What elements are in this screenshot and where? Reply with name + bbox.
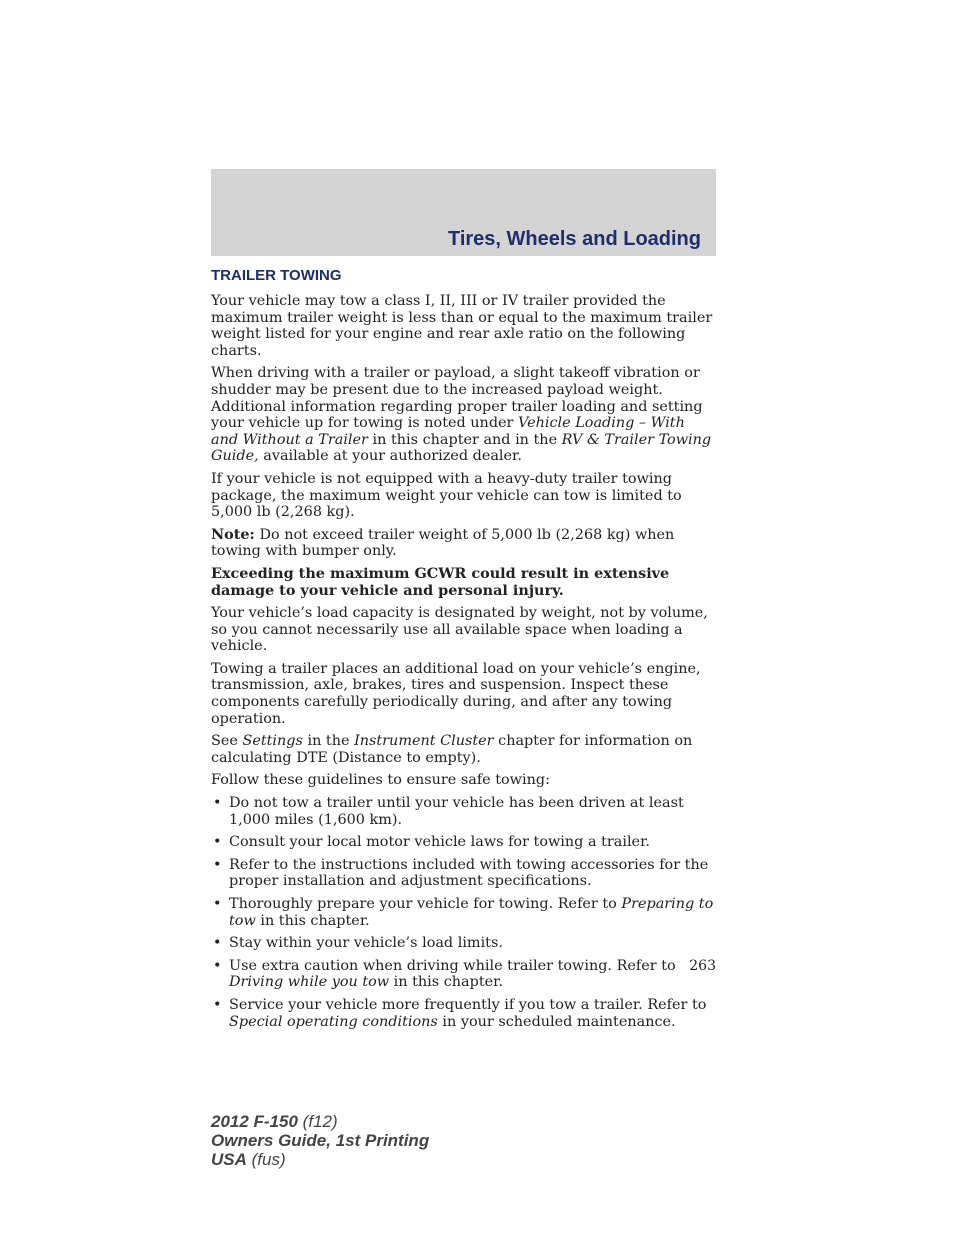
footer-model: 2012 F-150 (f12) xyxy=(211,1112,338,1131)
reference-driving-while-you-tow: Driving while you tow xyxy=(229,974,390,991)
section-heading: TRAILER TOWING xyxy=(211,267,342,284)
note-label: Note: xyxy=(211,525,255,543)
paragraph-settings: See Settings in the Instrument Cluster chapter for information on calculating DTE (Distance to empty). xyxy=(211,733,693,766)
reference-instrument-cluster: Instrument Cluster xyxy=(354,733,494,750)
reference-settings: Settings xyxy=(242,733,303,750)
reference-special-operating-conditions: Special operating conditions xyxy=(229,1013,438,1030)
chapter-header xyxy=(211,169,716,256)
paragraph-class-trailers: Your vehicle may tow a class I, II, III or IV trailer provided the maximum trailer weight is less than or equal to the maximum trailer weight listed for your engine and rear axle ratio on the following charts. xyxy=(211,293,713,359)
reference-vehicle-loading: Vehicle Loading – With and Without a Trailer xyxy=(211,415,685,448)
footer-edition: Owners Guide, 1st Printing xyxy=(211,1131,430,1150)
paragraph-heavy-duty: If your vehicle is not equipped with a heavy-duty trailer towing package, the maximum weight your vehicle can tow is limited to 5,000 lb (2,268 kg). xyxy=(211,470,682,521)
list-item: • Thoroughly prepare your vehicle for towing. Refer to Preparing to tow in this chapter. xyxy=(211,896,716,929)
list-item: • Consult your local motor vehicle laws for towing a trailer. xyxy=(211,834,716,851)
list-item: • Use extra caution when driving while trailer towing. Refer to Driving while you tow in this chapter. xyxy=(211,958,716,991)
list-item: • Service your vehicle more frequently if you tow a trailer. Refer to Special operating conditions in your scheduled maintenance. xyxy=(211,997,716,1030)
gcwr-warning: Exceeding the maximum GCWR could result in extensive damage to your vehicle and personal injury. xyxy=(211,564,670,599)
page-content xyxy=(211,266,716,1036)
note: Note: Do not exceed trailer weight of 5,000 lb (2,268 kg) when towing with bumper only. xyxy=(211,525,675,560)
footer-market: USA (fus) xyxy=(211,1150,286,1169)
list-item: • Refer to the instructions included with towing accessories for the proper installation and adjustment specifications. xyxy=(211,857,716,890)
paragraph-load-capacity: Your vehicle’s load capacity is designated by weight, not by volume, so you cannot necessarily use all available space when loading a vehicle. xyxy=(211,605,708,655)
guidelines-list xyxy=(211,795,716,1030)
reference-towing-guide: RV & Trailer Towing Guide, xyxy=(211,431,712,465)
reference-preparing-to-tow: Preparing to tow xyxy=(229,896,714,929)
list-item: • Do not tow a trailer until your vehicle has been driven at least 1,000 miles (1,600 km). xyxy=(211,795,716,828)
footer xyxy=(211,1112,429,1169)
chapter-title: Tires, Wheels and Loading xyxy=(447,228,701,250)
list-item: • Stay within your vehicle’s load limits. xyxy=(211,935,716,952)
paragraph-additional-load: Towing a trailer places an additional load on your vehicle’s engine, transmission, axle, brakes, tires and suspension. Inspect these components carefully periodically during, and after any towing operation. xyxy=(211,660,701,727)
page-number: 263 xyxy=(689,958,716,974)
paragraph-vibration: When driving with a trailer or payload, a slight takeoff vibration or shudder may be present due to the increased payload weight. Additional information regarding proper trailer loading and setting your vehicle up for towing is noted under Vehicle Loading – With and Without a Trailer in this chapter and in the RV & Trailer Towing Guide, available at your authorized dealer. xyxy=(211,365,712,465)
paragraph-guidelines-intro: Follow these guidelines to ensure safe towing: xyxy=(211,772,550,789)
